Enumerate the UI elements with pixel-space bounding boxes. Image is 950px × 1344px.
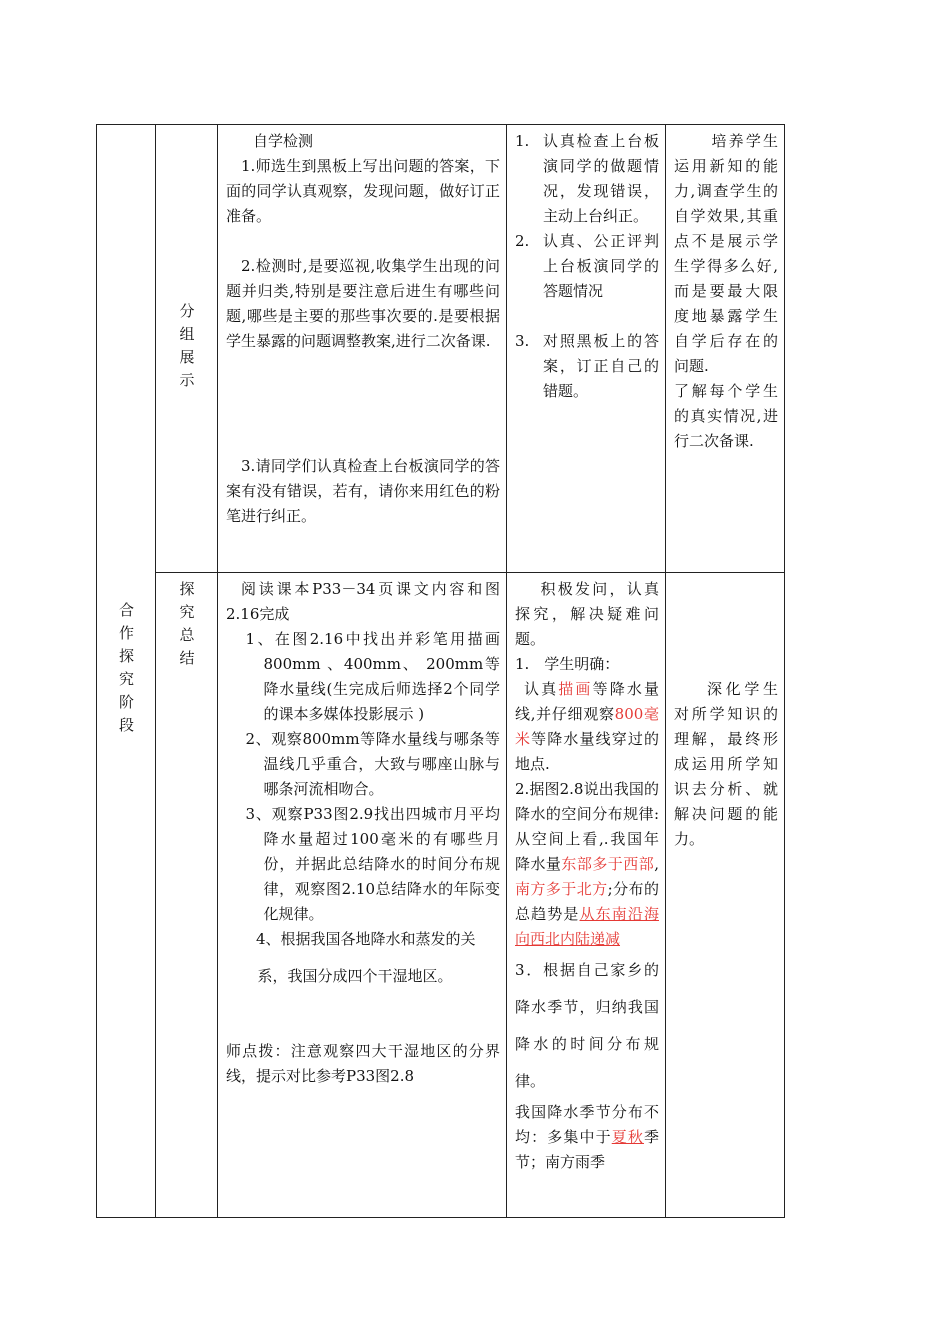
teacher-paragraph: 2.检测时,是要巡视,收集学生出现的问题并归类,特别是要注意后进生有哪些问题,哪些是主要的那些事次要的.是要根据学生暴露的问题调整教案,进行二次备课.	[226, 257, 500, 350]
table-row	[97, 573, 785, 1218]
student-activity-cell	[507, 125, 666, 573]
intent-paragraph: 深化学生对所学知识的理解，最终形成运用所学知识去分析、就解决问题的能力。	[674, 680, 778, 848]
lesson-table	[96, 124, 785, 1218]
sub-stage-cell	[156, 573, 218, 1218]
student-paragraph: 认真描画等降水量线,并仔细观察800毫米等降水量线穿过的地点.	[515, 680, 659, 773]
student-paragraph: 1. 学生明确：	[515, 655, 620, 673]
list-item: 对照黑板上的答案，订正自己的错题。	[543, 332, 659, 400]
intent-paragraph: 培养学生运用新知的能力,调查学生的自学效果,其重点不是展示学生学得多么好,而是要最大限度地暴露学生自学后存在的问题.	[674, 132, 778, 375]
student-paragraph: 积极发问，认真探究，解决疑难问题。	[515, 580, 659, 648]
teacher-paragraph: 阅读课本P33－34页课文内容和图2.16完成	[226, 580, 500, 623]
section-heading: 自学检测	[253, 132, 314, 150]
sub-stage-label: 分组展示	[177, 302, 196, 395]
list-item: 认真、公正评判上台板演同学的答题情况	[543, 232, 659, 300]
design-intent-cell	[666, 125, 785, 573]
list-number: 2.	[515, 232, 530, 250]
teacher-question: 2、观察800mm等降水量线与哪条等温线几乎重合，大致与哪座山脉与哪条河流相吻合。	[245, 730, 500, 798]
teacher-question: 4、根据我国各地降水和蒸发的关	[256, 930, 476, 948]
student-paragraph: 2.据图2.8说出我国的降水的空间分布规律:从空间上看,.我国年降水量东部多于西部,南方多于北方;分布的总趋势是从东南沿海向西北内陆递减	[515, 780, 659, 948]
list-number: 3.	[515, 332, 530, 350]
teacher-question: 系，我国分成四个干湿地区。	[257, 967, 453, 985]
sub-stage-cell	[156, 125, 218, 573]
student-activity-cell	[507, 573, 666, 1218]
list-number: 1.	[515, 132, 530, 150]
sub-stage-label: 探究总结	[177, 581, 196, 673]
design-intent-cell	[666, 573, 785, 1218]
teacher-tip: 师点拨：注意观察四大干湿地区的分界线，提示对比参考P33图2.8	[226, 1042, 500, 1085]
teacher-activity-cell	[218, 573, 507, 1218]
list-item: 认真检查上台板演同学的做题情况，发现错误，主动上台纠正。	[543, 132, 659, 225]
teacher-question: 3、观察P33图2.9找出四城市月平均降水量超过100毫米的有哪些月份，并据此总结降水的时间分布规律，观察图2.10总结降水的年际变化规律。	[245, 805, 500, 923]
student-paragraph: 3．根据自己家乡的降水季节，归纳我国降水的时间分布规律。	[515, 961, 659, 1090]
teacher-paragraph: 1.师选生到黑板上写出问题的答案，下面的同学认真观察，发现问题，做好订正准备。	[226, 157, 500, 225]
teacher-activity-cell	[218, 125, 507, 573]
student-paragraph: 我国降水季节分布不均：多集中于夏秋季节；南方雨季	[515, 1103, 659, 1171]
teacher-question: 1、在图2.16中找出并彩笔用描画800mm 、400mm、 200mm等降水量线(生完成后师选择2个同学的课本多媒体投影展示 )	[245, 630, 500, 723]
teacher-paragraph: 3.请同学们认真检查上台板演同学的答案有没有错误，若有，请你来用红色的粉笔进行纠正。	[226, 457, 500, 525]
table-row	[97, 125, 785, 573]
stage-cell	[97, 125, 156, 1218]
intent-paragraph: 了解每个学生的真实情况,进行二次备课.	[674, 382, 778, 450]
stage-label: 合作探究阶段	[117, 602, 135, 740]
